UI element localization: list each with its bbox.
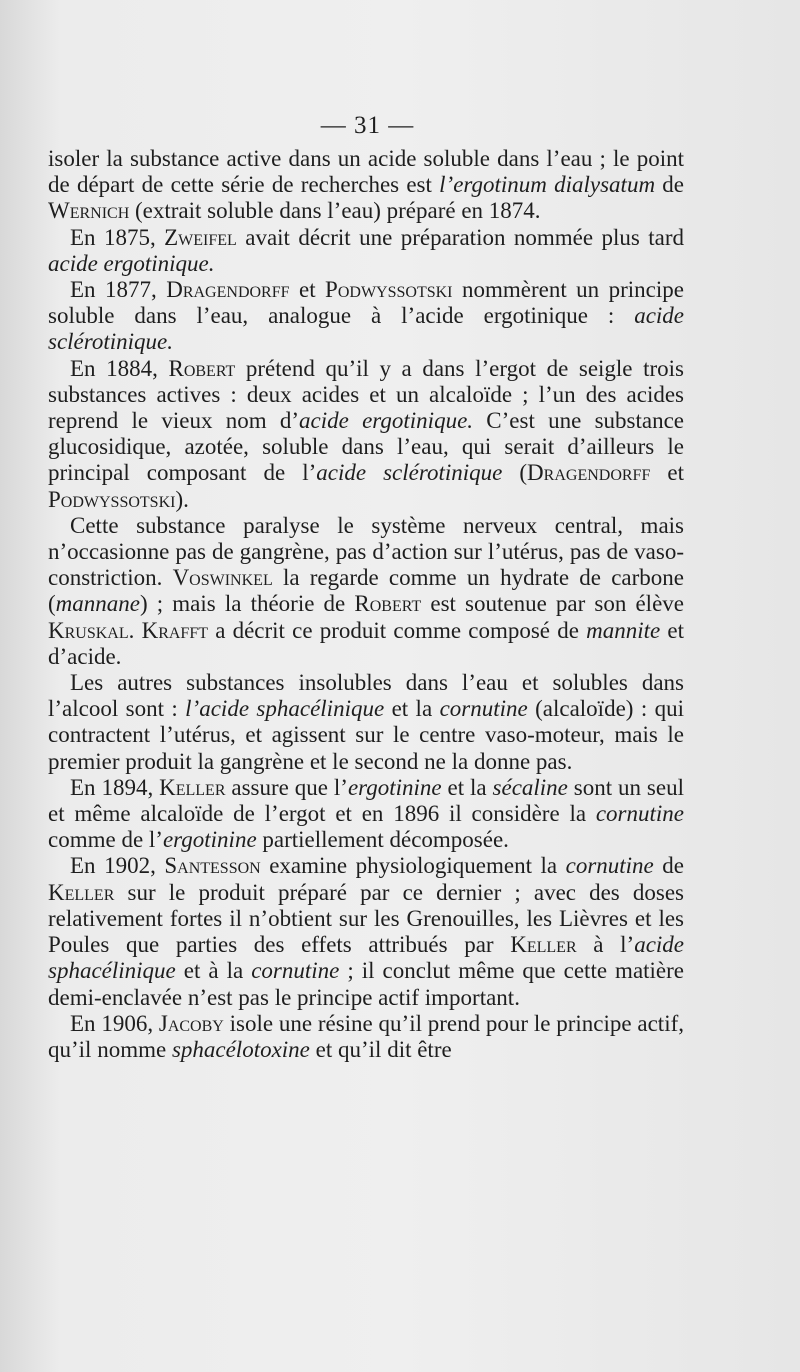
text-run [134,618,141,643]
text-run: la regarde comme un hydrate de carbone ( [48,565,684,617]
author-name: Dragendorff [527,460,651,486]
text-run: comme de l’ [48,827,163,853]
text-run: En 1902, [70,853,165,879]
italic-term: sphacélotoxine [171,1036,310,1062]
text-run: C’est une substance glucosidique, azotée, soluble dans l’eau, qui serait d’ailleurs le principal composant de l’ [48,408,685,486]
page-number: — 31 — [320,112,415,139]
text-run: prétend qu’il y a dans l’ergot de seigle trois substances actives : deux acides et un alcaloïde ; l’un des acides reprend le vieux nom d’ [48,355,684,434]
author-name: Kruskal. [48,617,135,643]
text-run: ; il conclut même que cette matière demi-enclavée n’est pas le principe actif important. [48,958,685,1010]
text-run: et à la [175,958,252,984]
text-run: isole une résine qu’il prend pour le principe actif, qu’il nomme [48,1010,684,1062]
author-name: Keller [159,774,226,800]
paragraph [48,1011,684,1063]
text-run: nommèrent un principe soluble dans l’eau, analogue à l’acide ergotinique : [48,277,684,329]
italic-term: ergotinine [162,827,257,853]
italic-term: cornutine [595,801,684,827]
text-run: et la [441,774,493,800]
text-run: En 1906, [70,1010,159,1036]
italic-term: acide sclérotinique [316,460,503,486]
italic-term: ergotinine [347,774,442,800]
text-run: Cette substance paralyse le système nerveux central, mais n’occasionne pas de gangrène, pas d’action sur l’utérus, pas de vaso-constriction. [48,512,684,591]
body-text [48,146,684,1063]
text-run: est soutenue par son élève [421,591,684,617]
author-name: Wernich [48,198,130,224]
paragraph [48,225,684,277]
paragraph [48,853,684,1010]
paragraph [48,277,684,356]
italic-term: mannite [586,617,661,643]
text-run: et qu’il dit être [309,1036,452,1062]
text-run: (extrait soluble dans l’eau) préparé en 1874. [129,198,541,224]
text-run: et [289,277,326,303]
author-name: Krafft [141,617,208,643]
text-run: Les autres substances insolubles dans l’eau et solubles dans l’alcool sont : [48,670,684,722]
italic-term: acide sclérotinique. [48,303,684,355]
text-run: de [655,172,685,198]
paragraph [48,513,684,670]
italic-term: acide ergotinique. [48,250,215,276]
text-run: ). [175,486,189,512]
text-run: et d’acide. [48,617,685,669]
text-run: a décrit ce produit comme composé de [208,617,587,643]
paragraph [48,356,684,513]
text-run: assure que l’ [225,774,348,800]
author-name: Voswinkel [172,565,273,591]
italic-term: cornutine [251,958,340,984]
text-run: En 1875, [70,224,165,250]
author-name: Zweifel [164,224,237,250]
italic-term: cornutine [439,696,528,722]
paragraph [48,146,684,225]
text-run: sont un seul et même alcaloïde de l’ergot et en 1896 il considère la [48,774,684,827]
text-run: de [653,853,684,879]
text-run: isoler la substance active dans un acide soluble dans l’eau ; le point de départ de cette série de recherches est [48,146,684,198]
italic-term: acide ergotinique. [299,408,474,434]
author-name: Dragendorff [166,277,290,303]
author-name: Podwyssotski [325,277,453,303]
italic-term: cornutine [565,853,654,879]
text-run: En 1894, [70,774,160,800]
author-name: Podwyssotski [48,486,176,512]
text-run: ) ; mais la théorie de [140,591,355,617]
text-run: En 1877, [70,277,167,303]
text-run: ( [502,460,528,486]
italic-term: l’acide sphacélinique [185,696,385,722]
text-run: et [650,460,684,486]
italic-term: mannane [55,591,140,617]
author-name: Santesson [164,853,261,879]
text-run: examine physiologiquement la [260,853,566,879]
text-run: à l’ [576,932,635,958]
author-name: Robert [354,591,422,617]
text-run: avait décrit une préparation nommée plus tard [236,224,684,250]
italic-term: sécaline [492,774,568,800]
text-run: et la [384,696,440,722]
author-name: Keller [510,932,577,958]
author-name: Jacoby [158,1010,224,1036]
italic-term: l’ergotinum dialysatum [439,172,656,198]
text-run: (alcaloïde) : qui contractent l’utérus, et agissent sur le centre vaso-moteur, mais le premier produit la gangrène et le second ne la donne pas. [48,696,685,774]
text-run: En 1884, [70,355,169,381]
author-name: Robert [168,355,236,381]
author-name: Keller [48,879,115,905]
paragraph [48,670,684,775]
italic-term: acide sphacélinique [48,932,684,984]
text-run: partiellement décomposée. [256,827,509,853]
paragraph [48,775,684,854]
text-run: sur le produit préparé par ce dernier ; avec des doses relativement fortes il n’obtient sur les Grenouilles, les Lièvres et les Poules que parties des effets attribués par [48,879,684,958]
